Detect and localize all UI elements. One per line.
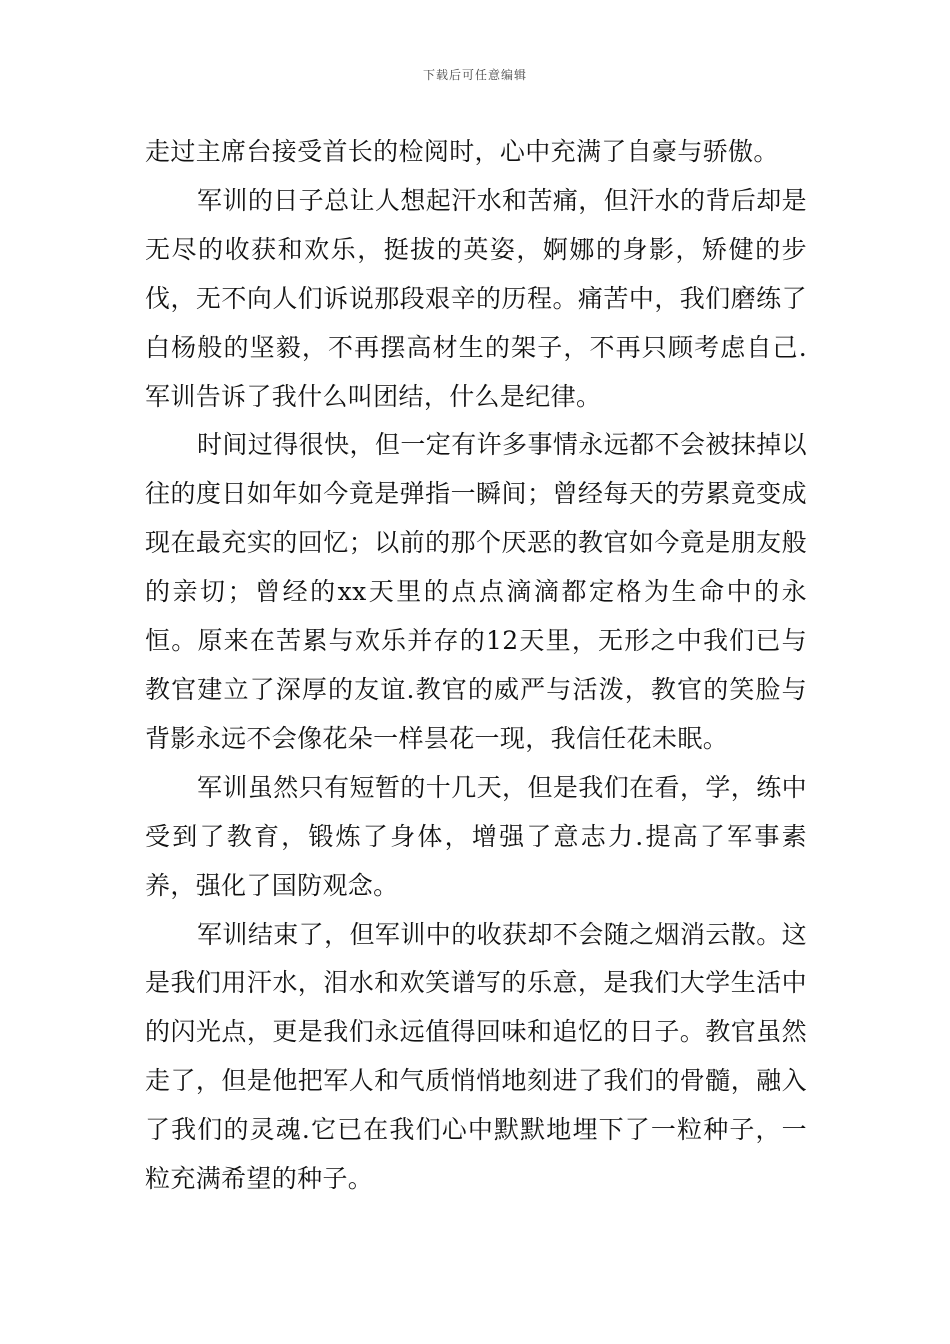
paragraph-1: 走过主席台接受首长的检阅时，心中充满了自豪与骄傲。: [145, 137, 779, 166]
paragraph-5: 军训结束了，但军训中的收获却不会随之烟消云散。这是我们用汗水，泪水和欢笑谱写的乐意，是我们大学生活中的闪光点，更是我们永远值得回味和追忆的日子。教官虽然走了，但是他把军人和气质悄悄地刻进了我们的骨髓，融入了我们的灵魂.它已在我们心中默默地埋下了一粒种子，一粒充满希望的种子。: [145, 919, 807, 1194]
paragraph-2: 军训的日子总让人想起汗水和苦痛，但汗水的背后却是无尽的收获和欢乐，挺拔的英姿，婀娜的身影，矫健的步伐，无不向人们诉说那段艰辛的历程。痛苦中，我们磨练了白杨般的坚毅，不再摆高材生的架子，不再只顾考虑自己.军训告诉了我什么叫团结，什么是纪律。: [145, 185, 807, 411]
paragraph-3: 时间过得很快，但一定有许多事情永远都不会被抹掉以往的度日如年如今竟是弹指一瞬间；曾经每天的劳累竟变成现在最充实的回忆；以前的那个厌恶的教官如今竟是朋友般的亲切；曾经的xx天里的点点滴滴都定格为生命中的永恒。原来在苦累与欢乐并存的12天里，无形之中我们已与教官建立了深厚的友谊.教官的威严与活泼，教官的笑脸与背影永远不会像花朵一样昙花一现，我信任花未眠。: [145, 430, 807, 753]
document-body: [145, 128, 807, 1204]
paragraph-4: 军训虽然只有短暂的十几天，但是我们在看，学，练中受到了教育，锻炼了身体，增强了意志力.提高了军事素养，强化了国防观念。: [145, 772, 807, 900]
header-note: 下载后可任意编辑: [422, 68, 527, 82]
